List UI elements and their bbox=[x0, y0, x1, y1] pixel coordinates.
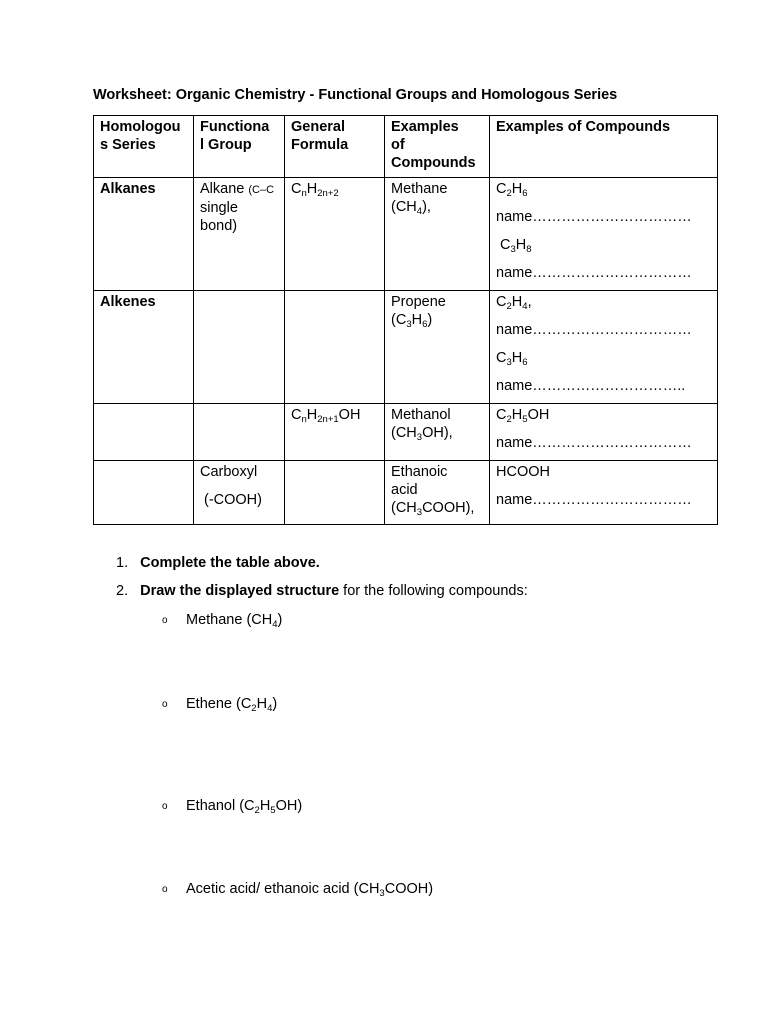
formula-sub: n bbox=[301, 188, 307, 199]
example-line bbox=[391, 311, 483, 329]
question-1 bbox=[116, 555, 320, 571]
group-text: Alkane bbox=[200, 181, 249, 197]
example-line: Ethanoic bbox=[391, 464, 448, 480]
compounds-cell bbox=[490, 404, 718, 461]
example-line bbox=[391, 424, 483, 442]
cf-part: H bbox=[511, 350, 523, 366]
question-number: 2. bbox=[116, 583, 129, 599]
series-cell[interactable] bbox=[94, 461, 194, 525]
series-cell: Alkenes bbox=[94, 291, 194, 404]
draw-item bbox=[186, 696, 277, 712]
example-text: (CH bbox=[391, 199, 417, 215]
formula-part: H bbox=[306, 407, 318, 423]
header-formula-line: General bbox=[291, 119, 345, 135]
question-text-bold: Complete the table above. bbox=[140, 555, 320, 571]
group-small-text: (C–C bbox=[248, 184, 275, 196]
draw-text: ) bbox=[272, 696, 278, 712]
cf-sub: 3 bbox=[506, 357, 512, 368]
formula-cell[interactable] bbox=[285, 291, 385, 404]
table-row bbox=[94, 404, 718, 461]
compounds-cell bbox=[490, 461, 718, 525]
compound-formula: HCOOH bbox=[496, 464, 550, 480]
draw-text: Acetic acid/ ethanoic acid (CH bbox=[186, 881, 380, 897]
header-formula-line: Formula bbox=[291, 137, 349, 153]
draw-text: H bbox=[259, 798, 271, 814]
bullet-icon: o bbox=[162, 615, 168, 626]
example-text: (CH bbox=[391, 425, 417, 441]
draw-sub: 5 bbox=[270, 805, 276, 816]
draw-sub: 4 bbox=[267, 703, 273, 714]
group-cell bbox=[194, 178, 285, 291]
compound-formula bbox=[496, 293, 711, 311]
group-line: Carboxyl bbox=[200, 464, 258, 480]
formula-cell bbox=[285, 404, 385, 461]
example-cell bbox=[385, 291, 490, 404]
compound-formula bbox=[496, 180, 711, 198]
cf-sub: 2 bbox=[506, 414, 512, 425]
cf-part: C bbox=[496, 181, 507, 197]
example-line: Methanol bbox=[391, 407, 451, 423]
example-cell bbox=[385, 404, 490, 461]
example-line: Methane bbox=[391, 181, 448, 197]
example-sub: 6 bbox=[422, 319, 428, 330]
cf-sub: 3 bbox=[510, 244, 516, 255]
cf-part: , bbox=[527, 294, 532, 310]
example-cell bbox=[385, 461, 490, 525]
example-line: acid bbox=[391, 482, 418, 498]
formula-cell[interactable] bbox=[285, 461, 385, 525]
cf-sub: 2 bbox=[506, 188, 512, 199]
name-blank[interactable]: name…………………………… bbox=[496, 322, 692, 338]
question-text-bold: Draw the displayed structure bbox=[140, 583, 340, 599]
bullet-icon: o bbox=[162, 884, 168, 895]
compound-formula bbox=[496, 349, 711, 367]
cf-sub: 4 bbox=[522, 301, 528, 312]
name-blank[interactable]: name…………………………… bbox=[496, 435, 692, 451]
name-blank[interactable]: name…………………………… bbox=[496, 265, 692, 281]
bullet-icon: o bbox=[162, 801, 168, 812]
group-line: bond) bbox=[200, 218, 238, 234]
draw-text: Methane (CH bbox=[186, 612, 273, 628]
example-text: ) bbox=[427, 312, 433, 328]
example-line: Propene bbox=[391, 294, 446, 310]
bullet-icon: o bbox=[162, 699, 168, 710]
header-series bbox=[94, 116, 194, 178]
draw-text: COOH) bbox=[384, 881, 434, 897]
table-row bbox=[94, 461, 718, 525]
header-series-line: s Series bbox=[100, 137, 156, 153]
example-line bbox=[391, 499, 483, 517]
cf-part: C bbox=[496, 407, 507, 423]
draw-item bbox=[186, 612, 282, 628]
series-cell[interactable] bbox=[94, 404, 194, 461]
header-examples-line: Compounds bbox=[391, 155, 476, 171]
draw-text: Ethene (C bbox=[186, 696, 252, 712]
compound-formula bbox=[496, 406, 711, 424]
example-text: COOH), bbox=[422, 500, 475, 516]
draw-text: OH) bbox=[275, 798, 303, 814]
header-group bbox=[194, 116, 285, 178]
cf-part: H bbox=[511, 407, 523, 423]
group-cell[interactable] bbox=[194, 291, 285, 404]
compounds-cell bbox=[490, 178, 718, 291]
draw-sub: 2 bbox=[251, 703, 257, 714]
formula-sub: n bbox=[301, 414, 307, 425]
header-examples-line: of bbox=[391, 137, 405, 153]
group-line: (-COOH) bbox=[204, 492, 262, 508]
formula-part: C bbox=[291, 181, 302, 197]
formula-part: C bbox=[291, 407, 302, 423]
question-number: 1. bbox=[116, 555, 129, 571]
table-row bbox=[94, 178, 718, 291]
table-header-row bbox=[94, 116, 718, 178]
cf-part: OH bbox=[527, 407, 550, 423]
group-cell bbox=[194, 461, 285, 525]
compound-formula bbox=[496, 236, 711, 254]
example-sub: 3 bbox=[406, 319, 412, 330]
header-compounds: Examples of Compounds bbox=[490, 116, 718, 178]
draw-item bbox=[186, 798, 302, 814]
name-blank[interactable]: name………………………….. bbox=[496, 378, 686, 394]
name-blank[interactable]: name…………………………… bbox=[496, 209, 692, 225]
formula-cell bbox=[285, 178, 385, 291]
cf-sub: 8 bbox=[526, 244, 532, 255]
example-text: OH), bbox=[422, 425, 453, 441]
series-cell: Alkanes bbox=[94, 178, 194, 291]
table-row bbox=[94, 291, 718, 404]
draw-text: Ethanol (C bbox=[186, 798, 255, 814]
question-text: for the following compounds: bbox=[339, 583, 528, 599]
cf-sub: 6 bbox=[522, 188, 528, 199]
header-formula bbox=[285, 116, 385, 178]
header-series-line: Homologou bbox=[100, 119, 181, 135]
example-line bbox=[391, 198, 483, 216]
example-sub: 3 bbox=[416, 507, 423, 518]
compounds-cell bbox=[490, 291, 718, 404]
formula-part: H bbox=[306, 181, 318, 197]
header-group-line: l Group bbox=[200, 137, 252, 153]
example-text: (CH bbox=[391, 500, 417, 516]
header-group-line: Functiona bbox=[200, 119, 270, 135]
draw-sub: 2 bbox=[254, 805, 260, 816]
cf-part: C bbox=[496, 350, 507, 366]
example-text: (C bbox=[391, 312, 407, 328]
cf-part: H bbox=[511, 294, 523, 310]
draw-text: ) bbox=[277, 612, 283, 628]
formula-sub: 2n+2 bbox=[317, 188, 339, 199]
draw-text: H bbox=[256, 696, 268, 712]
cf-part: C bbox=[500, 237, 511, 253]
example-cell bbox=[385, 178, 490, 291]
draw-sub: 4 bbox=[272, 619, 278, 630]
cf-sub: 5 bbox=[522, 414, 528, 425]
formula-sub: 2n+1 bbox=[317, 414, 339, 425]
group-line bbox=[200, 180, 278, 199]
cf-part: H bbox=[511, 181, 523, 197]
draw-item bbox=[186, 881, 433, 897]
cf-sub: 6 bbox=[522, 357, 528, 368]
group-cell[interactable] bbox=[194, 404, 285, 461]
formula-part: OH bbox=[338, 407, 361, 423]
cf-sub: 2 bbox=[506, 301, 512, 312]
example-text: ), bbox=[422, 199, 431, 215]
cf-part: C bbox=[496, 294, 507, 310]
example-sub: 4 bbox=[416, 206, 423, 217]
functional-groups-table bbox=[93, 115, 718, 525]
cf-part: H bbox=[515, 237, 527, 253]
worksheet-title: Worksheet: Organic Chemistry - Functional Groups and Homologous Series bbox=[93, 87, 618, 103]
example-sub: 3 bbox=[416, 432, 423, 443]
name-blank[interactable]: name…………………………… bbox=[496, 492, 692, 508]
header-examples-line: Examples bbox=[391, 119, 459, 135]
question-2 bbox=[116, 583, 528, 599]
group-line: single bbox=[200, 200, 238, 216]
draw-sub: 3 bbox=[379, 888, 385, 899]
example-text: H bbox=[411, 312, 423, 328]
header-examples bbox=[385, 116, 490, 178]
